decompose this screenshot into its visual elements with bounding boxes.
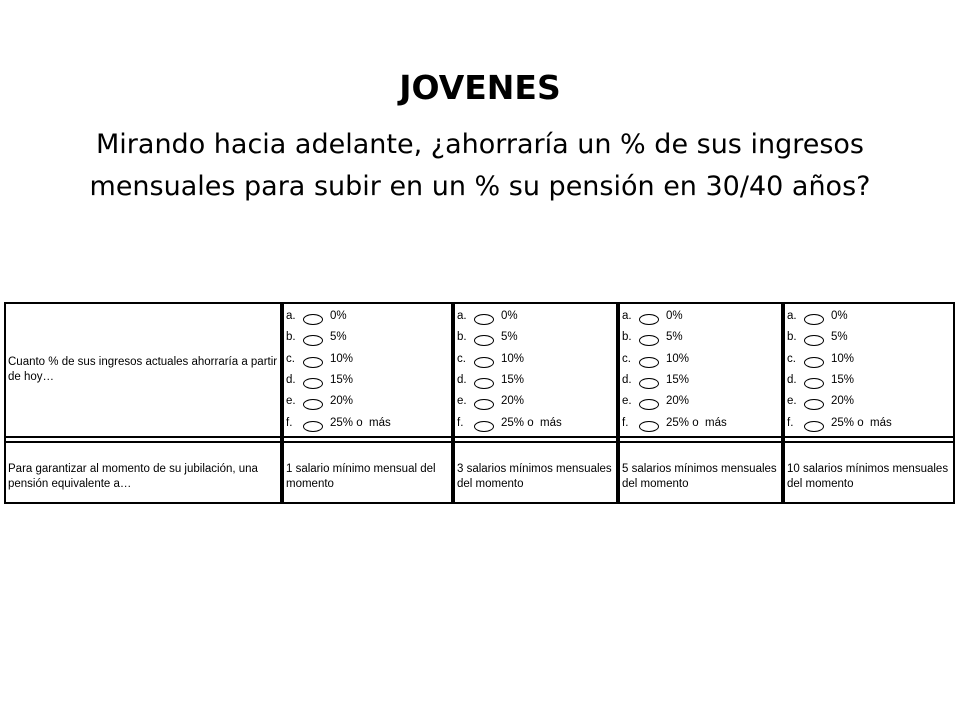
option-item[interactable] [457,391,614,412]
radio-button-icon[interactable] [639,421,659,432]
option-item[interactable] [787,327,951,348]
option-item[interactable] [622,349,779,370]
option-item[interactable] [787,412,951,433]
option-item[interactable] [622,370,779,391]
option-letter: c. [286,352,295,365]
radio-button-icon[interactable] [303,399,323,410]
survey-table [4,302,955,504]
radio-button-icon[interactable] [639,335,659,346]
option-item[interactable] [457,349,614,370]
option-value: 25% o más [666,416,727,429]
pension-option-1: 1 salario mínimo mensual del momento [282,441,453,504]
options-column-2 [453,302,618,438]
question-pension-label: Para garantizar al momento de su jubilación, una pensión equivalente a… [4,441,282,504]
option-item[interactable] [286,349,449,370]
slide-subtitle: Mirando hacia adelante, ¿ahorraría un % de sus ingresos mensuales para subir en un % su pensión en 30/40 años? [89,129,871,202]
option-value: 5% [666,331,683,344]
radio-button-icon[interactable] [804,314,824,325]
option-value: 25% o más [501,416,562,429]
radio-button-icon[interactable] [303,378,323,389]
option-letter: b. [457,331,467,344]
radio-button-icon[interactable] [474,335,494,346]
option-value: 5% [501,331,518,344]
option-letter: e. [286,395,296,408]
option-letter: f. [286,416,293,429]
option-item[interactable] [286,370,449,391]
radio-button-icon[interactable] [303,421,323,432]
option-item[interactable] [286,412,449,433]
option-letter: e. [622,395,632,408]
option-value: 15% [831,374,855,387]
radio-button-icon[interactable] [474,399,494,410]
table-row-pension [4,441,955,504]
option-item[interactable] [286,306,449,327]
option-letter: d. [787,374,797,387]
option-item[interactable] [286,327,449,348]
radio-button-icon[interactable] [474,314,494,325]
option-value: 15% [501,374,525,387]
option-item[interactable] [622,306,779,327]
option-item[interactable] [787,306,951,327]
option-item[interactable] [787,391,951,412]
option-value: 5% [330,331,347,344]
option-letter: f. [787,416,794,429]
table-row-income [4,302,955,438]
radio-button-icon[interactable] [804,421,824,432]
radio-button-icon[interactable] [303,335,323,346]
option-value: 20% [831,395,855,408]
option-item[interactable] [457,306,614,327]
options-column-4 [783,302,955,438]
option-value: 0% [330,310,347,323]
option-letter: f. [622,416,629,429]
option-letter: b. [286,331,296,344]
option-item[interactable] [457,327,614,348]
option-letter: b. [622,331,632,344]
radio-button-icon[interactable] [303,314,323,325]
option-value: 0% [831,310,848,323]
option-value: 25% o más [831,416,892,429]
option-item[interactable] [787,349,951,370]
radio-button-icon[interactable] [804,335,824,346]
pension-option-4: 10 salarios mínimos mensuales del momento [783,441,955,504]
option-value: 0% [501,310,518,323]
option-letter: c. [457,352,466,365]
option-item[interactable] [622,327,779,348]
radio-button-icon[interactable] [639,378,659,389]
option-value: 15% [666,374,690,387]
radio-button-icon[interactable] [639,357,659,368]
option-value: 5% [831,331,848,344]
slide-title: JOVENES [399,68,561,107]
pension-option-2: 3 salarios mínimos mensuales del momento [453,441,618,504]
radio-button-icon[interactable] [474,378,494,389]
options-column-1 [282,302,453,438]
option-letter: d. [622,374,632,387]
option-value: 20% [330,395,354,408]
option-letter: c. [622,352,631,365]
radio-button-icon[interactable] [474,357,494,368]
option-letter: a. [286,310,296,323]
option-letter: f. [457,416,464,429]
option-letter: b. [787,331,797,344]
option-value: 20% [666,395,690,408]
option-letter: a. [457,310,467,323]
option-value: 10% [666,352,690,365]
option-item[interactable] [286,391,449,412]
option-item[interactable] [622,391,779,412]
option-letter: d. [457,374,467,387]
radio-button-icon[interactable] [303,357,323,368]
option-value: 10% [330,352,354,365]
option-item[interactable] [622,412,779,433]
radio-button-icon[interactable] [804,378,824,389]
option-letter: a. [622,310,632,323]
radio-button-icon[interactable] [804,399,824,410]
radio-button-icon[interactable] [804,357,824,368]
option-item[interactable] [787,370,951,391]
pension-option-3: 5 salarios mínimos mensuales del momento [618,441,783,504]
option-value: 10% [501,352,525,365]
option-letter: a. [787,310,797,323]
option-item[interactable] [457,412,614,433]
option-value: 20% [501,395,525,408]
radio-button-icon[interactable] [474,421,494,432]
option-letter: d. [286,374,296,387]
option-value: 25% o más [330,416,391,429]
question-income-label: Cuanto % de sus ingresos actuales ahorraría a partir de hoy… [4,302,282,438]
option-item[interactable] [457,370,614,391]
option-value: 0% [666,310,683,323]
radio-button-icon[interactable] [639,399,659,410]
option-letter: c. [787,352,796,365]
options-column-3 [618,302,783,438]
radio-button-icon[interactable] [639,314,659,325]
option-value: 10% [831,352,855,365]
option-letter: e. [457,395,467,408]
option-value: 15% [330,374,354,387]
option-letter: e. [787,395,797,408]
